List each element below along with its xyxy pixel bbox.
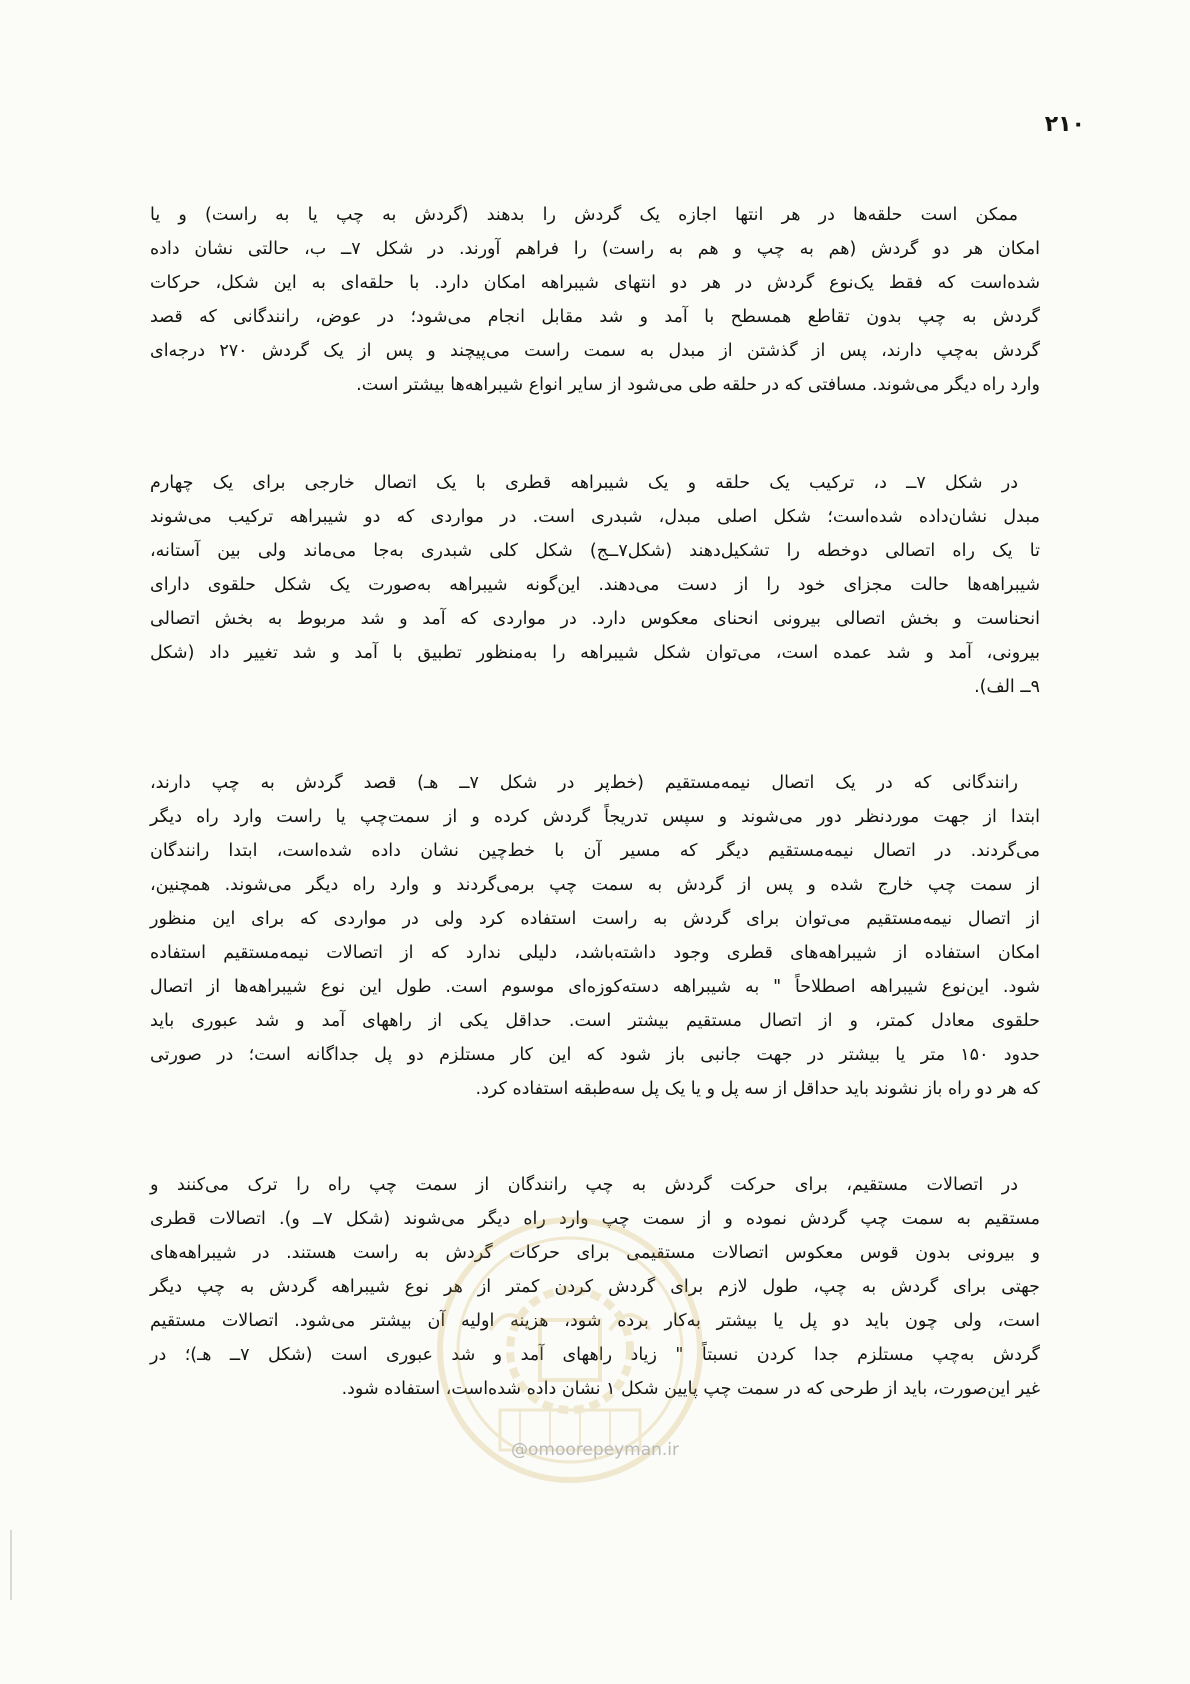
text-line: رانندگانی که در یک اتصال نیمه‌مستقیم (خط‌پر در شکل ۷ــ هـ) قصد گردش به چپ دارند، [150, 773, 1018, 793]
text-line: و بیرونی بدون قوس معکوس اتصالات مستقیمی برای حرکات گردش به راست هستند. در شیبراهه‌های [150, 1243, 1040, 1263]
text-line: وارد راه دیگر می‌شوند. مسافتی که در حلقه طی می‌شود از سایر انواع شیبراهه‌ها بیشتر است. [356, 375, 1040, 395]
text-line: است، ولی چون باید دو پل یا بیشتر به‌کار برده شود، هزینه اولیه آن بیشتر می‌شود. اتصالات مستقیم [150, 1311, 1040, 1331]
text-line: در شکل ۷ــ د، ترکیب یک حلقه و یک شیبراهه قطری با یک اتصال خارجی برای یک چهارم [150, 473, 1018, 493]
text-line: مبدل نشان‌داده شده‌است؛ شکل اصلی مبدل، شبدری است. در مواردی که دو شیبراهه ترکیب می‌شوند [150, 507, 1040, 527]
text-line: شده‌است که فقط یک‌نوع گردش در هر دو انتهای شیبراهه امکان دارد. با حلقه‌ای به این شکل، حرکات [150, 273, 1040, 293]
text-line: امکان استفاده از شیبراهه‌های قطری وجود داشته‌باشد، دلیلی ندارد که از اتصالات نیمه‌مستقیم استفاده [150, 943, 1040, 963]
text-line: که هر دو راه باز نشوند باید حداقل از سه پل و یا یک پل سه‌طبقه استفاده کرد. [475, 1079, 1040, 1099]
paragraph-4 [150, 1168, 1040, 1406]
text-line: گردش به چپ بدون تقاطع همسطح با آمد و شد مقابل انجام می‌شود؛ در عوض، رانندگانی که قصد [150, 307, 1040, 327]
text-line: حدود ۱۵۰ متر یا بیشتر در جهت جانبی باز شود که این کار مستلزم دو پل جداگانه است؛ در صورتی [150, 1045, 1040, 1065]
page-number: ۲۱۰ [1044, 112, 1085, 137]
text-line: امکان هر دو گردش (هم به چپ و هم به راست) را فراهم آورند. در شکل ۷ــ ب، حالتی نشان داده [150, 239, 1040, 259]
text-line: گردش به‌چپ دارند، پس از گذشتن از مبدل به سمت راست می‌پیچند و پس از یک گردش ۲۷۰ درجه‌ای [150, 341, 1040, 361]
text-line: ممکن است حلقه‌ها در هر انتها اجازه یک گردش را بدهند (گردش به چپ یا به راست) و یا [150, 205, 1018, 225]
text-line: می‌گردند. در اتصال نیمه‌مستقیم دیگر که مسیر آن با خط‌چین نشان داده شده‌است، ابتدا رانندگان [150, 841, 1040, 861]
margin-mark [10, 1530, 12, 1600]
body-text [150, 198, 1040, 1470]
text-line: بیرونی، آمد و شد عمده است، می‌توان شکل شیبراهه را به‌منظور تطبیق با آمد و شد تغییر داد (شکل [150, 643, 1040, 663]
text-line: غیر این‌صورت، باید از طرحی که در سمت چپ پایین شکل ۱ نشان داده شده‌است، استفاده شود. [341, 1379, 1040, 1399]
watermark-url: @omoorepeyman.ir [510, 1440, 680, 1460]
text-line: در اتصالات مستقیم، برای حرکت گردش به چپ رانندگان از سمت چپ راه را ترک می‌کنند و [150, 1175, 1018, 1195]
text-line: حلقوی معادل کمتر، و از اتصال مستقیم بیشتر است. حداقل یکی از راههای آمد و شد عبوری باید [150, 1011, 1040, 1031]
text-line: شود. این‌نوع شیبراهه اصطلاحاً " به شیبراهه دسته‌کوزه‌ای موسوم است. طول این نوع شیبراهه‌ها از اتصال [150, 977, 1040, 997]
text-line: از اتصال نیمه‌مستقیم می‌توان برای گردش به راست استفاده کرد ولی در مواردی که برای این منظور [150, 909, 1040, 929]
text-line: گردش به‌چپ مستلزم جدا کردن نسبتاً " زیاد راههای آمد و شد عبوری است (شکل ۷ــ هـ)؛ در [150, 1345, 1040, 1365]
paragraph-3 [150, 766, 1040, 1106]
text-line: شیبراهه‌ها حالت مجزای خود را از دست می‌دهند. این‌گونه شیبراهه به‌صورت یک شکل حلقوی دارای [150, 575, 1040, 595]
text-line: ۹ــ الف). [974, 677, 1040, 697]
paragraph-1 [150, 198, 1040, 402]
text-line: تا یک راه اتصالی دوخطه را تشکیل‌دهند (شکل۷ــج) شکل کلی شبدری به‌جا می‌ماند ولی بین آستانه، [150, 541, 1040, 561]
text-line: انحناست و بخش اتصالی بیرونی انحنای معکوس دارد. در مواردی که آمد و شد مربوط به بخش اتصالی [150, 609, 1040, 629]
paragraph-2 [150, 466, 1040, 704]
text-line: از سمت چپ خارج شده و پس از گردش به سمت چپ برمی‌گردند و وارد راه دیگر می‌شوند. همچنین، [150, 875, 1040, 895]
text-line: جهتی برای گردش به چپ، طول لازم برای گردش کردن کمتر از هر نوع شیبراهه گردش به چپ دیگر [150, 1277, 1040, 1297]
text-line: مستقیم به سمت چپ گردش نموده و از سمت چپ وارد راه دیگر می‌شوند (شکل ۷ــ و). اتصالات قطری [150, 1209, 1040, 1229]
text-line: ابتدا از جهت موردنظر دور می‌شوند و سپس تدریجاً گردش کرده و از سمت‌چپ یا راست وارد راه دیگر [150, 807, 1040, 827]
